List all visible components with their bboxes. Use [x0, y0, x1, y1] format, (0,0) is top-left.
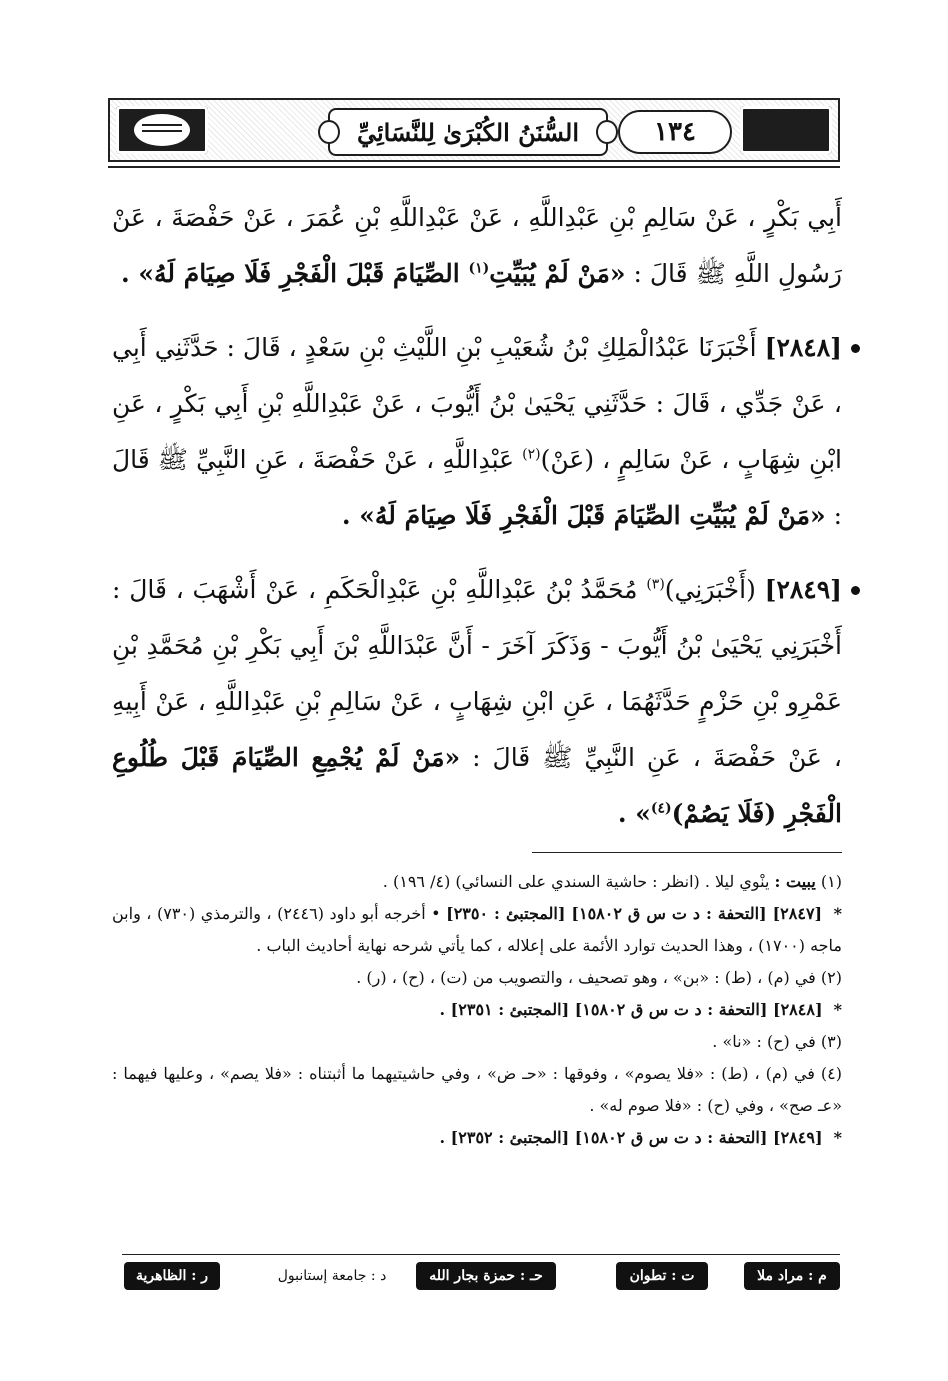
page-number: ١٣٤: [654, 117, 696, 147]
footnote-4: (٤) في (م) ، (ط) : «فلا يصوم» ، وفوقها : «حـ ض» ، وفي حاشيتيهما ما أثبتناه : «فلا يصم» ، وعليها فيهما : «عـ صح» ، وفي (ح) : «فلا صوم له» .: [112, 1064, 842, 1115]
manuscripts-rule: [122, 1254, 840, 1255]
footnote-mark[interactable]: (٢): [522, 446, 541, 463]
manuscript-label: ت : تطوان: [616, 1262, 708, 1290]
quote: «مَنْ لَمْ يُبَيِّتِ الصِّيَامَ قَبْلَ الْفَجْرِ فَلَا صِيَامَ لَهُ» .: [341, 501, 826, 530]
footnote-rule: [532, 852, 842, 853]
quote: «مَنْ لَمْ يُجْمِعِ الصِّيَامَ قَبْلَ طُلُوعِ الْفَجْرِ (فَلَا يَصُمْ)$^{(٤)}$» .: [112, 743, 842, 828]
reference-2848: * [٢٨٤٨] [التحفة : د ت س ق ١٥٨٠٢] [المجتبئ : ٢٣٥١] .: [439, 1000, 842, 1019]
book-emblem-icon: [132, 112, 192, 148]
footnote-mark[interactable]: (٣): [646, 576, 665, 593]
header-ornament-right: [740, 106, 832, 154]
hadith-2848: [٢٨٤٨] أَخْبَرَنَا عَبْدُالْمَلِكِ بْنُ شُعَيْبِ بْنِ اللَّيْثِ بْنِ سَعْدٍ ، قَالَ : حَدَّثَنِي أَبِي ، عَنْ جَدِّي ، قَالَ : حَدَّثَنِي يَحْيَىٰ بْنُ أَيُّوبَ ، عَنْ عَبْدِاللَّهِ بْنِ أَبِي بَكْرٍ ، عَنِ ابْنِ شِهَابٍ ، عَنْ سَالِمٍ ، (عَنْ)$^{(٢)}$ عَبْدِاللَّهِ ، عَنْ حَفْصَةَ ، عَنِ النَّبِيِّ ﷺ قَالَ : «مَنْ لَمْ يُبَيِّتِ الصِّيَامَ قَبْلَ الْفَجْرِ فَلَا صِيَامَ لَهُ» .: [112, 320, 842, 544]
book-title: السُّنَنُ الكُبْرَىٰ لِلنَّسَائِيِّ: [356, 117, 580, 147]
manuscript-label: حـ : حمزة بجار الله: [416, 1262, 556, 1290]
manuscripts-bar: [122, 1262, 840, 1292]
footnote-3: (٣) في (ح) : «نا» .: [712, 1032, 842, 1051]
bullet-icon: [851, 586, 860, 595]
manuscript-label: ر : الظاهرية: [124, 1262, 220, 1290]
main-text: [112, 190, 842, 842]
page-number-badge: [618, 110, 732, 154]
reference-2847: * [٢٨٤٧] [التحفة : د ت س ق ١٥٨٠٢] [المجتبئ : ٢٣٥٠] • أخرجه أبو داود (٢٤٤٦) ، والترمذي (٧٣٠) ، وابن ماجه (١٧٠٠) ، وهذا الحديث توارد الأئمة على إعلاله ، كما يأتي شرحه نهاية أحاديث الباب .: [112, 904, 842, 955]
header-rule: [108, 166, 840, 168]
hadith-number: [٢٨٤٨]: [764, 333, 842, 362]
reference-star-icon: *: [833, 1128, 842, 1147]
hadith-2849: [٢٨٤٩] (أَخْبَرَنِي)$^{(٣)}$ مُحَمَّدُ بْنُ عَبْدِاللَّهِ بْنِ عَبْدِالْحَكَمِ ، عَنْ أَشْهَبَ ، قَالَ : أَخْبَرَنِي يَحْيَىٰ بْنُ أَيُّوبَ - وَذَكَرَ آخَرَ - أَنَّ عَبْدَاللَّهِ بْنَ أَبِي بَكْرِ بْنِ مُحَمَّدِ بْنِ عَمْرِو بْنِ حَزْمٍ حَدَّثَهُمَا ، عَنِ ابْنِ شِهَابٍ ، عَنْ سَالِمِ بْنِ عَبْدِاللَّهِ ، عَنْ أَبِيهِ ، عَنْ حَفْصَةَ ، عَنِ النَّبِيِّ ﷺ قَالَ : «مَنْ لَمْ يُجْمِعِ الصِّيَامَ قَبْلَ طُلُوعِ الْفَجْرِ (فَلَا يَصُمْ)$^{(٤)}$» .: [112, 562, 842, 842]
manuscript-label: د : جامعة إستانبول: [277, 1268, 387, 1284]
hadith-number: [٢٨٤٩]: [764, 575, 843, 604]
header-title-box: [328, 108, 608, 156]
page-header: [108, 98, 840, 162]
paragraph-continuation: أَبِي بَكْرٍ ، عَنْ سَالِمِ بْنِ عَبْدِاللَّهِ ، عَنْ عَبْدِاللَّهِ بْنِ عُمَرَ ، عَنْ حَفْصَةَ ، عَنْ رَسُولِ اللَّهِ ﷺ قَالَ : «مَنْ لَمْ يُبَيِّتِ$^{(١)}$ الصِّيَامَ قَبْلَ الْفَجْرِ فَلَا صِيَامَ لَهُ» .: [112, 203, 842, 288]
reference-star-icon: *: [833, 904, 842, 923]
header-ornament-emblem: [116, 106, 208, 154]
quote: «مَنْ لَمْ يُبَيِّتِ$^{(١)}$ الصِّيَامَ قَبْلَ الْفَجْرِ فَلَا صِيَامَ لَهُ» .: [120, 259, 626, 288]
footnote-2: (٢) في (م) ، (ط) : «بن» ، وهو تصحيف ، والتصويب من (ت) ، (ح) ، (ر) .: [356, 968, 842, 987]
footnote-1: (١) يبيت : ينْوي ليلا . (انظر : حاشية السندي على النسائي) (٤/ ١٩٦) .: [382, 872, 842, 891]
manuscript-label: م : مراد ملا: [744, 1262, 840, 1290]
reference-star-icon: *: [833, 1000, 842, 1019]
reference-2849: * [٢٨٤٩] [التحفة : د ت س ق ١٥٨٠٢] [المجتبئ : ٢٣٥٢] .: [439, 1128, 842, 1147]
footnote-mark[interactable]: (٤): [650, 800, 672, 817]
bullet-icon: [851, 344, 860, 353]
footnote-mark[interactable]: (١): [468, 260, 490, 277]
footnotes: [112, 866, 842, 1154]
